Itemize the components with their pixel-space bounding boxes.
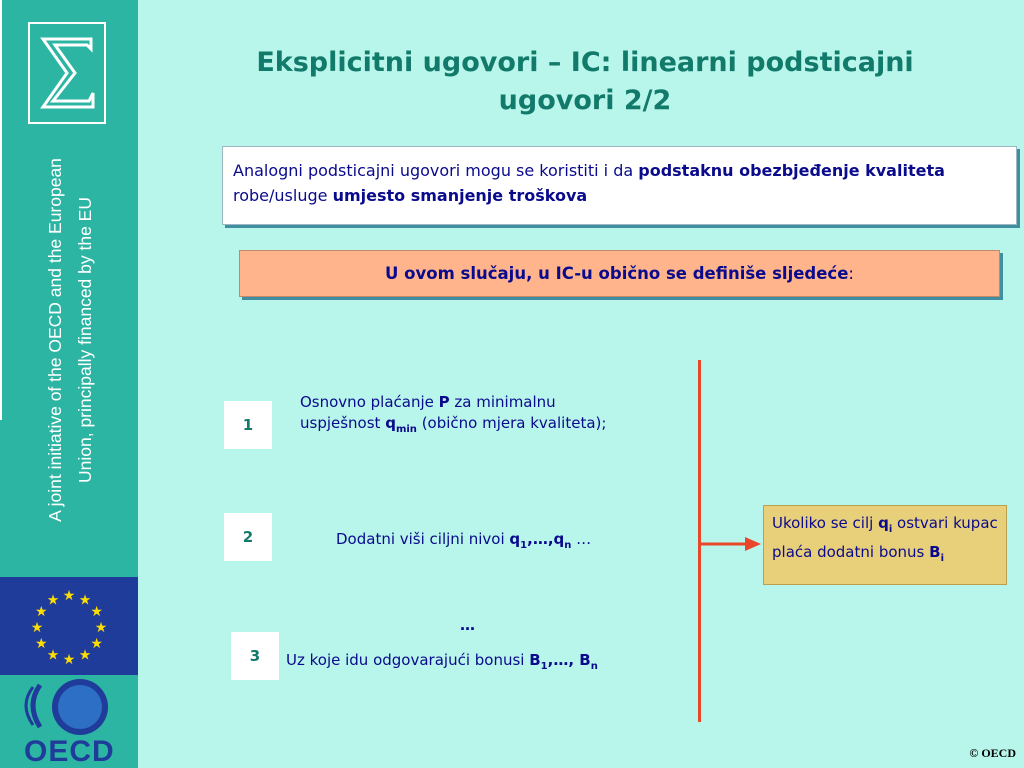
sidebar-edge-line (0, 0, 2, 420)
eu-star-icon: ★ (90, 636, 103, 652)
eu-star-icon: ★ (90, 604, 103, 620)
item-1-symbol-p: P (438, 393, 450, 411)
result-text-a: Ukoliko se cilj (772, 514, 879, 532)
eu-flag (0, 577, 138, 675)
ellipsis: … (460, 616, 475, 634)
item-number-box: 2 (224, 513, 272, 561)
highlight-text: U ovom slučaju, u IC-u obično se definiše sljedeće (385, 264, 849, 283)
oecd-logo-text: OECD (24, 735, 115, 768)
result-text-d: ostvari kupac plaća dodatni bonus (772, 514, 998, 561)
result-symbol-q: q (878, 514, 889, 532)
highlight-colon: : (848, 264, 854, 283)
eu-star-icon: ★ (30, 620, 44, 636)
eu-star-icon: ★ (35, 604, 48, 620)
copyright: © OECD (969, 746, 1016, 760)
highlight-box (239, 250, 1000, 297)
intro-bold-2: umjesto smanjenje troškova (332, 186, 588, 205)
item-3-symbol-b: B (529, 651, 541, 669)
page-title (220, 44, 950, 120)
page-title-line2: ugovori 2/2 (498, 85, 672, 116)
intro-text-2: robe/usluge (233, 186, 333, 205)
item-2-text-f: … (571, 530, 592, 548)
intro-box (222, 146, 1017, 225)
sidebar (0, 0, 138, 768)
item-3-text-d: ,…, B (547, 651, 591, 669)
item-3-subscript-1: 1 (540, 661, 548, 672)
eu-star-icon: ★ (62, 652, 76, 668)
item-3-text (286, 650, 686, 677)
sidebar-caption-line1: A joint initiative of the OECD and the European (45, 158, 65, 522)
eu-star-icon: ★ (78, 647, 92, 664)
sigma-logo (28, 22, 106, 124)
item-2-symbol-q: q (509, 530, 521, 548)
eu-star-icon: ★ (62, 588, 76, 604)
eu-star-icon: ★ (46, 592, 60, 609)
item-1-symbol-q: q (385, 414, 396, 432)
result-subscript-i: i (888, 524, 893, 535)
eu-star-icon: ★ (78, 592, 92, 609)
eu-stars-icon (0, 577, 138, 675)
item-3-subscript-n: n (590, 661, 598, 672)
item-1-text-d: uspješnost (300, 414, 386, 432)
item-1-text (300, 392, 680, 440)
item-1-subscript-min: min (395, 424, 417, 435)
item-2-subscript-n: n (564, 540, 572, 551)
item-2-subscript-1: 1 (520, 540, 528, 551)
intro-text-1: Analogni podsticajni ugovori mogu se koristiti i da (233, 161, 639, 180)
result-box (763, 505, 1007, 585)
sidebar-caption (40, 110, 100, 570)
item-1-text-c: za minimalnu (449, 393, 556, 411)
sigma-icon (37, 33, 97, 113)
result-subscript-i2: i (940, 553, 944, 564)
item-2-text (336, 529, 676, 556)
item-1-text-g: (obično mjera kvaliteta); (416, 414, 607, 432)
item-number-box: 1 (224, 401, 272, 449)
eu-star-icon: ★ (35, 636, 48, 652)
item-2-text-d: ,…,q (527, 530, 565, 548)
sidebar-caption-line2: Union, principally financed by the EU (75, 197, 95, 483)
eu-star-icon: ★ (46, 647, 60, 664)
page-title-line1: Eksplicitni ugovori – IC: linearni podsticajni (256, 47, 914, 78)
arrow-right-icon (701, 536, 761, 552)
oecd-logo (0, 675, 138, 768)
item-number-box: 3 (231, 632, 279, 680)
item-1-text-a: Osnovno plaćanje (300, 393, 439, 411)
item-3-text-a: Uz koje idu odgovarajući bonusi (286, 651, 530, 669)
intro-bold-1: podstaknu obezbjeđenje kvaliteta (638, 161, 945, 180)
result-symbol-b: B (929, 543, 941, 561)
item-2-text-a: Dodatni viši ciljni nivoi (336, 530, 510, 548)
eu-star-icon: ★ (94, 620, 108, 636)
